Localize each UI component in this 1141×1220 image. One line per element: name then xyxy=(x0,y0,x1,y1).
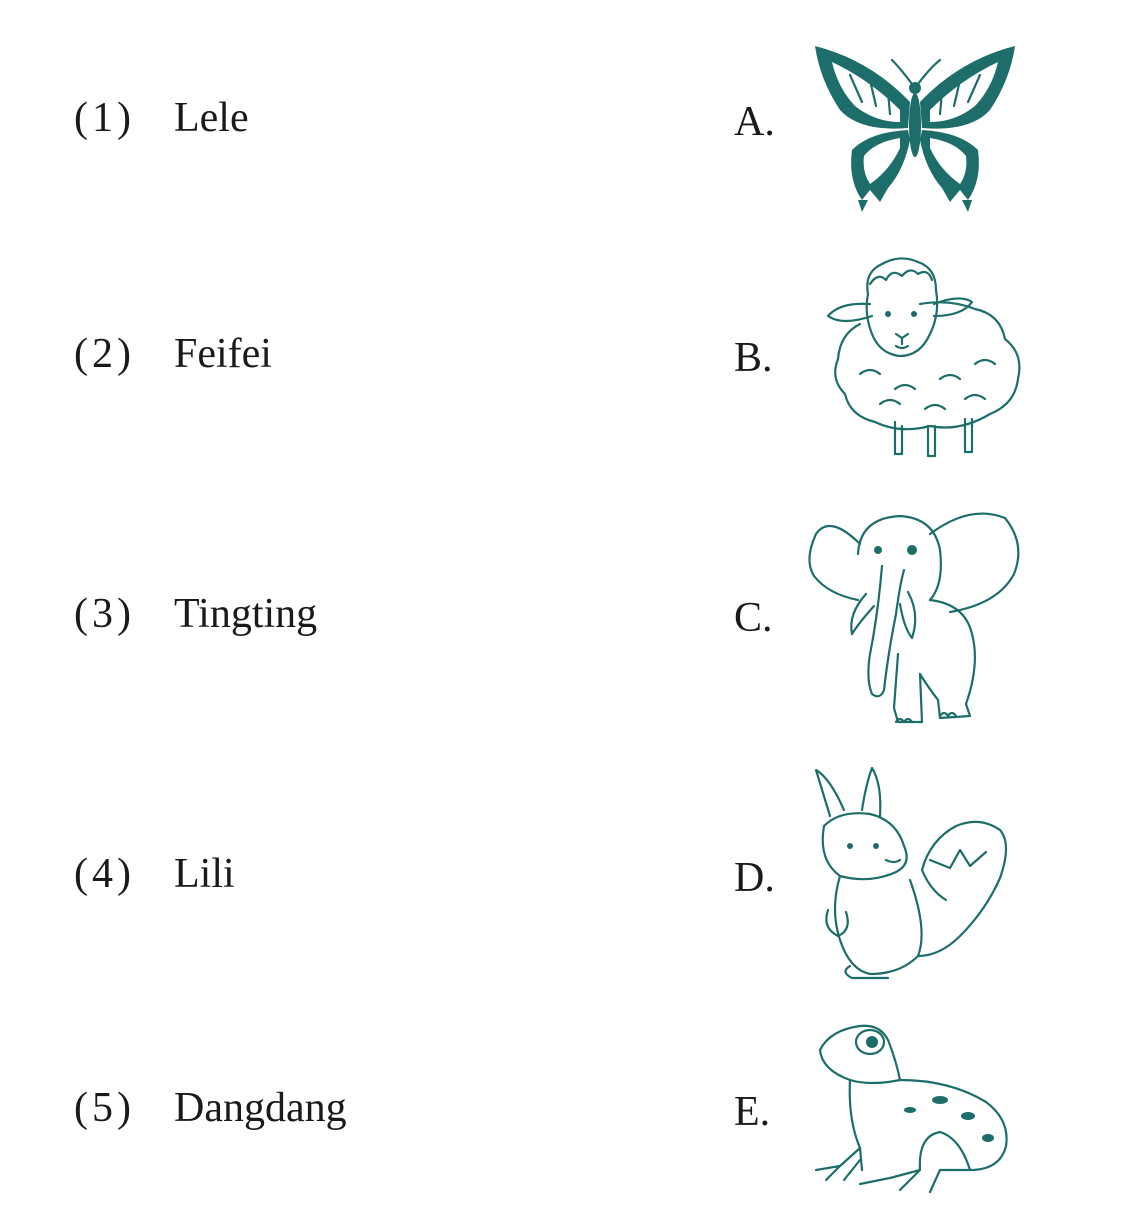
item-name-4: Lili xyxy=(174,851,235,897)
option-letter-c: C. xyxy=(734,595,773,641)
option-letter-e: E. xyxy=(734,1089,771,1135)
butterfly-icon xyxy=(800,40,1030,215)
item-number-2: (2) xyxy=(74,331,135,377)
match-row-1 xyxy=(0,0,1141,230)
frog-icon xyxy=(800,1020,1030,1200)
item-number-4: (4) xyxy=(74,851,135,897)
item-name-5: Dangdang xyxy=(174,1085,347,1131)
item-name-1: Lele xyxy=(174,95,249,141)
item-number-3: (3) xyxy=(74,591,135,637)
option-letter-b: B. xyxy=(734,335,773,381)
option-letter-d: D. xyxy=(734,855,775,901)
match-row-5 xyxy=(0,990,1141,1220)
match-row-2 xyxy=(0,240,1141,470)
sheep-icon xyxy=(800,254,1030,464)
item-number-1: (1) xyxy=(74,95,135,141)
squirrel-icon xyxy=(800,760,1030,1000)
elephant-icon xyxy=(800,504,1030,729)
match-row-3 xyxy=(0,500,1141,730)
item-name-2: Feifei xyxy=(174,331,272,377)
option-letter-a: A. xyxy=(734,99,775,145)
item-name-3: Tingting xyxy=(174,591,318,637)
match-row-4 xyxy=(0,760,1141,990)
item-number-5: (5) xyxy=(74,1085,135,1131)
